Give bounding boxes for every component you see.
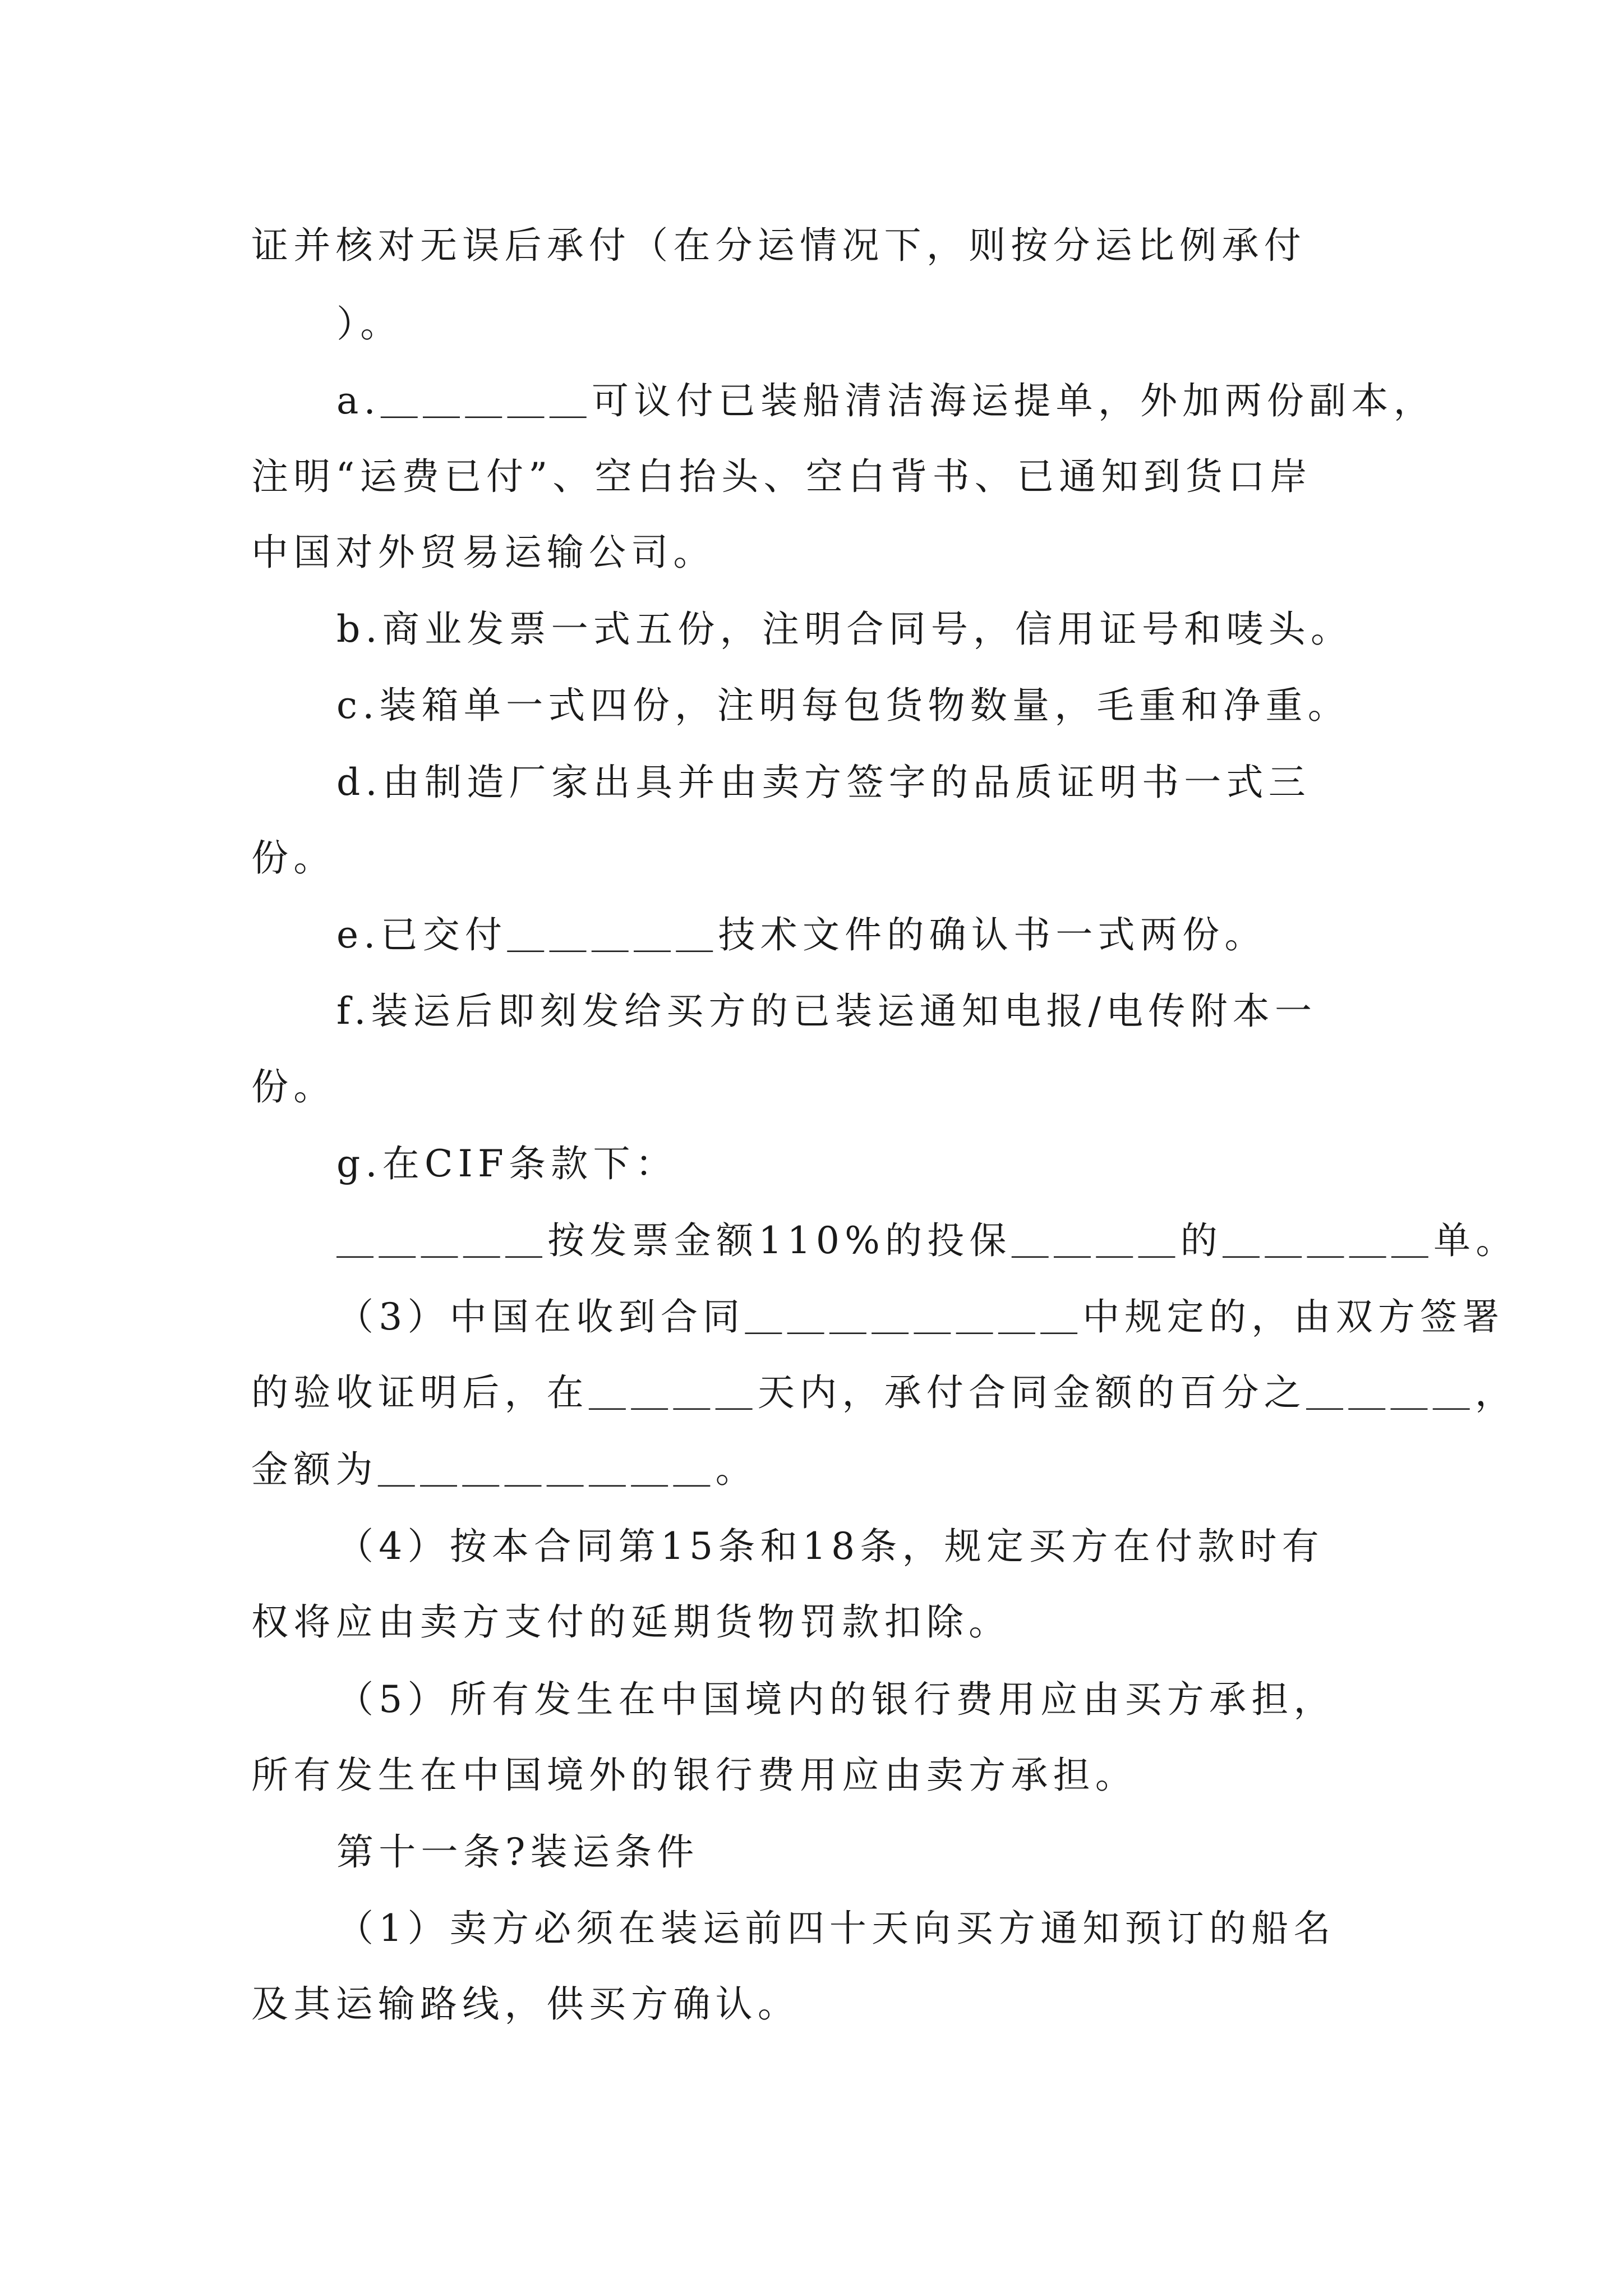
text-line: g.在CIF条款下： xyxy=(336,1142,677,1185)
text-line: 证并核对无误后承付（在分运情况下，则按分运比例承付 xyxy=(251,224,1306,267)
text-line: e.已交付＿＿＿＿＿技术文件的确认书一式两份。 xyxy=(336,913,1267,956)
text-line: b.商业发票一式五份，注明合同号，信用证号和唛头。 xyxy=(336,608,1353,651)
text-line: c.装箱单一式四份，注明每包货物数量，毛重和净重。 xyxy=(336,684,1350,727)
text-line: （1）卖方必须在装运前四十天向买方通知预订的船名 xyxy=(336,1907,1336,1950)
text-line: f.装运后即刻发给买方的已装运通知电报/电传附本一 xyxy=(336,990,1317,1033)
text-line: （3）中国在收到合同＿＿＿＿＿＿＿＿中规定的，由双方签署 xyxy=(336,1295,1505,1338)
text-line: 权将应由卖方支付的延期货物罚款扣除。 xyxy=(251,1600,1011,1644)
section-heading: 第十一条?装运条件 xyxy=(336,1830,699,1874)
text-line: 注明“运费已付”、空白抬头、空白背书、已通知到货口岸 xyxy=(251,455,1312,498)
text-line: （4）按本合同第15条和18条，规定买方在付款时有 xyxy=(336,1525,1324,1568)
text-line: 金额为＿＿＿＿＿＿＿＿。 xyxy=(251,1448,758,1491)
text-line: a.＿＿＿＿＿可议付已装船清洁海运提单，外加两份副本， xyxy=(336,379,1436,422)
text-line: d.由制造厂家出具并由卖方签字的品质证明书一式三 xyxy=(336,761,1311,804)
text-line: ）。 xyxy=(336,302,403,346)
text-line: 份。 xyxy=(251,836,336,880)
text-line: 所有发生在中国境外的银行费用应由卖方承担。 xyxy=(251,1754,1138,1797)
text-line: 及其运输路线，供买方确认。 xyxy=(251,1982,800,2026)
text-line: ＿＿＿＿＿按发票金额110%的投保＿＿＿＿的＿＿＿＿＿单。 xyxy=(336,1219,1518,1262)
text-line: 的验收证明后，在＿＿＿＿天内，承付合同金额的百分之＿＿＿＿， xyxy=(251,1371,1518,1414)
text-line: 中国对外贸易运输公司。 xyxy=(251,531,716,574)
text-line: （5）所有发生在中国境内的银行费用应由买方承担， xyxy=(336,1678,1336,1721)
text-line: 份。 xyxy=(251,1065,336,1108)
